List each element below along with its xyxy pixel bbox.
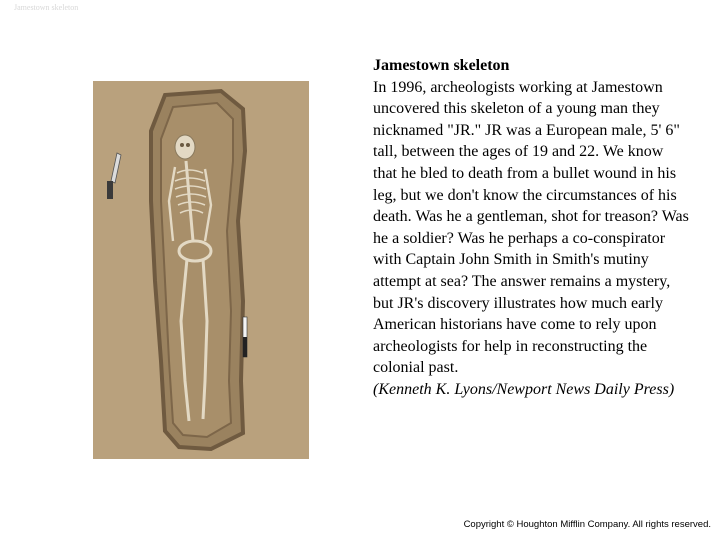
- photo-credit: (Kenneth K. Lyons/Newport News Daily Press): [373, 380, 675, 398]
- skull: [175, 135, 195, 159]
- caption-block: [373, 55, 691, 401]
- grave-fill: [161, 103, 233, 437]
- skeleton-photo-graphic: [93, 81, 309, 459]
- copyright-notice: Copyright © Houghton Mifflin Company. All rights reserved.: [463, 519, 711, 530]
- slide-header-label: Jamestown skeleton: [14, 3, 79, 12]
- caption-title: Jamestown skeleton: [373, 57, 510, 74]
- skeleton-grave-photo: [93, 81, 309, 459]
- caption-body: In 1996, archeologists working at Jamestown uncovered this skeleton of a young man they nicknamed "JR." JR was a European male, 5' 6" tall, between the ages of 19 and 22. We know that he bled to death from a bullet wound in his leg, but we don't know the circumstances of his death. Was he a gentleman, shot for treason? Was he a soldier? Was he perhaps a co-conspirator with Captain John Smith in Smith's mutiny attempt at sea? The answer remains a mystery, but JR's discovery illustrates how much early American historians have come to rely upon archeologists for help in reconstructing the colonial past.: [373, 78, 689, 377]
